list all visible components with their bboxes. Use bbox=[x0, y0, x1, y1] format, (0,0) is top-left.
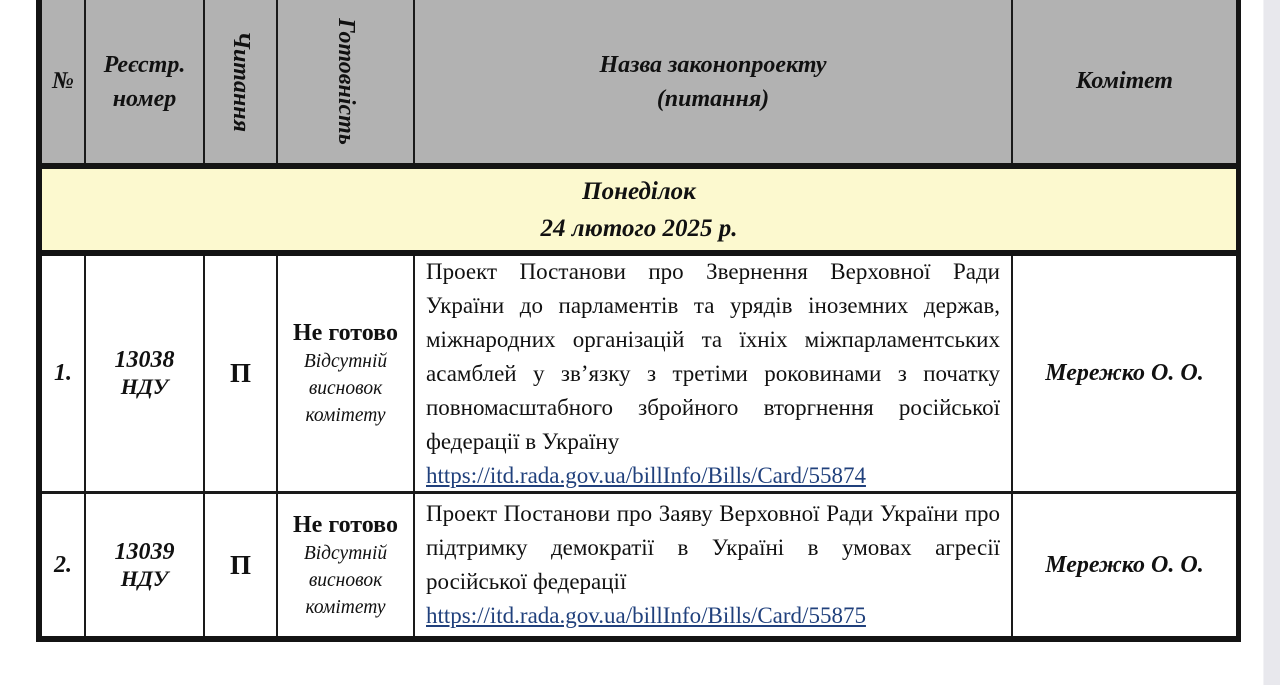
bills-schedule-table bbox=[36, 0, 1241, 642]
committee-name: Мережко О. О. bbox=[1045, 551, 1204, 578]
readiness-cell bbox=[278, 494, 415, 636]
readiness-status: Не готово bbox=[293, 511, 398, 538]
bill-link[interactable]: https://itd.rada.gov.ua/billInfo/Bills/Card/55874 bbox=[426, 462, 866, 488]
header-label-reading: Читання bbox=[228, 31, 255, 132]
bill-link[interactable]: https://itd.rada.gov.ua/billInfo/Bills/Card/55875 bbox=[426, 603, 866, 628]
reg-number-cell bbox=[86, 256, 205, 491]
bill-title-cell bbox=[415, 494, 1013, 636]
reg-type: НДУ bbox=[120, 565, 169, 591]
committee-cell bbox=[1013, 256, 1236, 491]
header-cell-reg-number bbox=[86, 0, 205, 163]
committee-name: Мережко О. О. bbox=[1045, 360, 1204, 386]
table-row bbox=[42, 494, 1236, 636]
bill-title-cell bbox=[415, 256, 1013, 491]
committee-cell bbox=[1013, 494, 1236, 636]
header-label-committee: Комітет bbox=[1076, 68, 1173, 94]
reg-type: НДУ bbox=[120, 374, 169, 399]
bill-title: Проект Постанови про Заяву Верховної Ради України про підтримку демократії в Україні в умовах агресії російської федерації bbox=[426, 501, 1000, 594]
header-label-reg-number: Реєстр. номер bbox=[103, 51, 186, 112]
row-number: 1. bbox=[54, 360, 72, 386]
row-number-cell bbox=[42, 256, 86, 491]
table-header-row bbox=[42, 0, 1236, 169]
header-cell-reading bbox=[205, 0, 278, 163]
reading-cell bbox=[205, 256, 278, 491]
row-number-cell bbox=[42, 494, 86, 636]
photo-edge-strip bbox=[1263, 0, 1280, 685]
day-banner-weekday: Понеділок bbox=[582, 177, 696, 205]
reg-number: 13038 bbox=[114, 347, 175, 373]
readiness-note: Відсутній висновок комітету bbox=[303, 351, 388, 426]
reg-number-cell bbox=[86, 494, 205, 636]
reading-cell bbox=[205, 494, 278, 636]
reading-value: П bbox=[229, 358, 251, 388]
header-label-number: № bbox=[52, 68, 74, 94]
readiness-cell bbox=[278, 256, 415, 491]
header-label-readiness: Готовність bbox=[333, 18, 360, 145]
bill-title: Проект Постанови про Звернення Верховної Ради України до парламентів та урядів іноземних держав, міжнародних організацій та їхніх міжпарламентських асамблей у зв’язку з третіми роковинами з початку повномасштабного збройного вторгнення російської федерації в Україну bbox=[426, 258, 1000, 454]
header-cell-number bbox=[42, 0, 86, 163]
header-label-title-line2: (питання) bbox=[656, 85, 770, 112]
day-banner bbox=[42, 169, 1236, 256]
readiness-status: Не готово bbox=[293, 320, 398, 346]
reg-number: 13039 bbox=[114, 538, 175, 565]
readiness-note: Відсутній висновок комітету bbox=[303, 542, 388, 618]
row-number: 2. bbox=[54, 551, 72, 578]
header-cell-readiness bbox=[278, 0, 415, 163]
reading-value: П bbox=[229, 549, 251, 580]
table-row bbox=[42, 256, 1236, 494]
header-label-title-line1: Назва законопроекту bbox=[599, 51, 827, 78]
day-banner-date: 24 лютого 2025 р. bbox=[540, 214, 738, 242]
header-cell-committee bbox=[1013, 0, 1236, 163]
header-cell-title bbox=[415, 0, 1013, 163]
